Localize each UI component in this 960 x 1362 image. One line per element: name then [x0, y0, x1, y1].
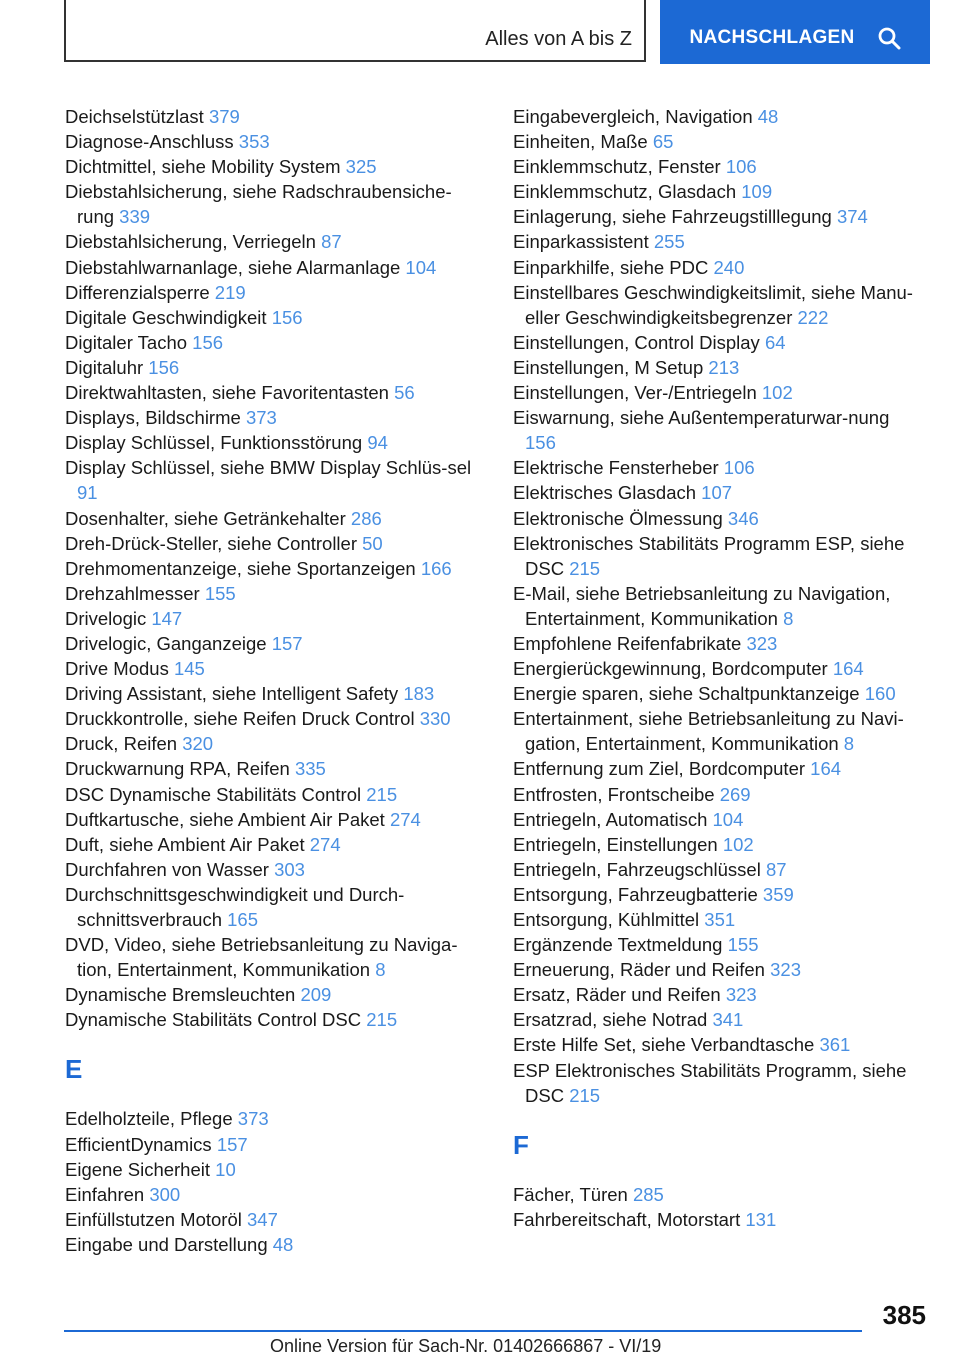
index-page-link[interactable]: 286	[350, 507, 382, 529]
index-entry	[65, 330, 475, 355]
index-entry-term: Einlagerung, siehe Fahrzeugstilllegung	[513, 206, 832, 228]
index-entry-term: Erste Hilfe Set, siehe Verbandtasche	[513, 1034, 815, 1056]
index-page-link[interactable]: 255	[653, 231, 685, 253]
index-page-link[interactable]: 323	[725, 984, 757, 1006]
index-entry-term: Einparkhilfe, siehe PDC	[513, 256, 709, 278]
index-entry	[65, 229, 475, 254]
index-page-link[interactable]: 374	[836, 206, 868, 228]
index-page-link[interactable]: 156	[148, 356, 180, 378]
index-column-left	[65, 104, 475, 1257]
index-entry	[65, 455, 475, 505]
index-entry	[65, 179, 475, 229]
index-entry-term: Edelholzteile, Pflege	[65, 1108, 233, 1130]
index-entry	[513, 656, 923, 681]
index-entry	[65, 857, 475, 882]
index-page-link[interactable]: 102	[722, 833, 754, 855]
index-entry	[65, 380, 475, 405]
index-section-letter: E	[65, 1054, 83, 1085]
index-entry-term: DSC Dynamische Stabilitäts Control	[65, 783, 362, 805]
index-page-link[interactable]: 156	[271, 306, 303, 328]
index-page-link[interactable]: 183	[403, 683, 435, 705]
index-page-link[interactable]: 215	[569, 557, 601, 579]
index-page-link[interactable]: 274	[389, 808, 421, 830]
index-entry-term: Diebstahlwarnanlage, siehe Alarmanlage	[65, 256, 401, 278]
index-entry	[513, 204, 923, 229]
index-entry-term: Diebstahlsicherung, siehe Radschraubensiche-rung	[65, 181, 452, 228]
index-entry-term: Druckkontrolle, siehe Reifen Druck Control	[65, 708, 415, 730]
index-entry	[513, 631, 923, 656]
index-entry	[513, 1032, 923, 1057]
index-entry-term: Entertainment, siehe Betriebsanleitung zu Navi-gation, Entertainment, Kommunikation	[513, 708, 904, 755]
index-page-link[interactable]: 209	[300, 984, 332, 1006]
index-entry	[65, 1157, 475, 1182]
index-page-link[interactable]: 102	[761, 382, 793, 404]
index-entry-term: Drivelogic, Ganganzeige	[65, 632, 267, 654]
index-entry	[513, 782, 923, 807]
index-entry	[513, 706, 923, 756]
index-entry	[65, 556, 475, 581]
index-entry-term: Dynamische Bremsleuchten	[65, 984, 296, 1006]
index-entry-term: Dynamische Stabilitäts Control DSC	[65, 1009, 362, 1031]
index-entry-term: Eiswarnung, siehe Außentemperaturwar-nung	[513, 407, 890, 429]
index-entry-term: Ergänzende Textmeldung	[513, 934, 723, 956]
index-entry-term: Drehmomentanzeige, siehe Sportanzeigen	[65, 557, 416, 579]
section-title-box	[64, 0, 646, 62]
index-page-link[interactable]: 285	[632, 1183, 664, 1205]
index-entry	[65, 280, 475, 305]
index-page-link[interactable]: 65	[652, 131, 674, 153]
index-entry-term: Differenzialsperre	[65, 281, 210, 303]
footer-text: Online Version für Sach-Nr. 01402666867 - VI/19	[270, 1336, 662, 1356]
index-entry	[513, 154, 923, 179]
index-entry-term: Digitaluhr	[65, 356, 144, 378]
index-page-link[interactable]: 145	[173, 658, 205, 680]
index-entry-term: Deichselstützlast	[65, 106, 204, 127]
index-entry-term: Einstellbares Geschwindigkeitslimit, siehe Manu-eller Geschwindigkeitsbegrenzer	[513, 281, 913, 328]
index-entry	[513, 857, 923, 882]
index-entry	[65, 154, 475, 179]
index-entry	[65, 882, 475, 932]
index-column-right	[513, 104, 923, 1232]
index-entry	[65, 305, 475, 330]
index-entry-term: Druckwarnung RPA, Reifen	[65, 758, 290, 780]
index-entry	[65, 932, 475, 982]
index-entry-term: Duftkartusche, siehe Ambient Air Paket	[65, 808, 385, 830]
index-entry	[65, 631, 475, 656]
page-number: 385	[882, 1300, 926, 1330]
index-entry	[65, 104, 475, 129]
index-entry-term: Entriegeln, Automatisch	[513, 808, 708, 830]
index-entry-term: Entriegeln, Fahrzeugschlüssel	[513, 858, 761, 880]
index-entry	[513, 480, 923, 505]
index-page-link[interactable]: 8	[843, 733, 855, 755]
index-page-link[interactable]: 104	[712, 808, 744, 830]
index-entry-term: Einstellungen, M Setup	[513, 356, 704, 378]
index-entry-term: Einstellungen, Ver-/Entriegeln	[513, 382, 757, 404]
index-page-link[interactable]: 50	[362, 532, 383, 554]
index-page-link[interactable]: 104	[405, 256, 437, 278]
index-entry	[65, 782, 475, 807]
index-entry	[65, 1182, 475, 1207]
index-entry-term: Duft, siehe Ambient Air Paket	[65, 833, 305, 855]
index-page-link[interactable]: 8	[375, 959, 386, 981]
index-entry	[513, 179, 923, 204]
index-entry	[65, 129, 475, 154]
index-entry-term: Einfahren	[65, 1183, 145, 1205]
index-entry-term: Eingabevergleich, Navigation	[513, 106, 753, 127]
index-page-link[interactable]: 48	[272, 1233, 294, 1255]
index-page-link[interactable]: 64	[764, 331, 786, 353]
index-entry	[65, 1106, 475, 1131]
index-entry-term: E-Mail, siehe Betriebsanleitung zu Navigation, Entertainment, Kommunikation	[513, 582, 891, 629]
index-entry-term: Entsorgung, Kühlmittel	[513, 909, 700, 930]
section-title: Alles von A bis Z	[485, 28, 632, 50]
index-entry	[513, 355, 923, 380]
index-page-link[interactable]: 109	[741, 181, 773, 203]
index-page-link[interactable]: 94	[367, 432, 388, 454]
index-entry	[513, 832, 923, 857]
index-entry-term: Energierückgewinnung, Bordcomputer	[513, 658, 828, 680]
index-entry-term: Elektrisches Glasdach	[513, 482, 697, 504]
index-entry	[513, 380, 923, 405]
index-entry	[65, 581, 475, 606]
index-page-link[interactable]: 131	[745, 1208, 777, 1230]
index-entry-term: Digitaler Tacho	[65, 331, 188, 353]
index-entry-term: EfficientDynamics	[65, 1133, 212, 1155]
index-entry	[513, 229, 923, 254]
index-entry-term: Elektronisches Stabilitäts Programm ESP, siehe DSC	[513, 532, 905, 579]
index-entry	[65, 1232, 475, 1257]
index-entry	[513, 506, 923, 531]
index-entry	[513, 1058, 923, 1108]
index-entry-term: Energie sparen, siehe Schaltpunktanzeige	[513, 683, 860, 705]
index-entry-term: Dreh-Drück-Steller, siehe Controller	[65, 532, 357, 554]
index-entry	[65, 606, 475, 631]
index-entry	[513, 531, 923, 581]
index-page-link[interactable]: 361	[819, 1034, 851, 1056]
index-entry	[513, 1207, 923, 1232]
index-entry-term: Einklemmschutz, Fenster	[513, 156, 721, 178]
index-page-link[interactable]: 8	[783, 607, 794, 629]
index-entry	[65, 832, 475, 857]
index-page-link[interactable]: 107	[701, 482, 733, 504]
index-page-link[interactable]: 213	[708, 356, 740, 378]
index-entry-term: Druck, Reifen	[65, 733, 178, 755]
index-page-link[interactable]: 147	[151, 607, 183, 629]
index-page-link[interactable]: 91	[77, 482, 98, 504]
index-page-link[interactable]: 106	[725, 156, 757, 178]
index-entry	[65, 706, 475, 731]
index-entry-term: Drivelogic	[65, 607, 147, 629]
index-page-link[interactable]: 106	[723, 457, 755, 479]
index-page-link[interactable]: 323	[746, 632, 778, 654]
index-page-link[interactable]: 164	[832, 658, 864, 680]
index-entry	[513, 104, 923, 129]
index-page-link[interactable]: 155	[727, 934, 759, 956]
index-entry	[513, 280, 923, 330]
index-page-link[interactable]: 351	[704, 909, 736, 930]
index-entry-term: Display Schlüssel, siehe BMW Display Schlüs-sel	[65, 457, 472, 479]
index-entry	[513, 455, 923, 480]
index-entry	[65, 807, 475, 832]
index-entry-term: Einstellungen, Control Display	[513, 331, 760, 353]
index-entry	[513, 907, 923, 932]
index-entry-term: Ersatz, Räder und Reifen	[513, 984, 721, 1006]
index-entry	[513, 882, 923, 907]
index-entry	[65, 1007, 475, 1032]
index-entry-term: Entfernung zum Ziel, Bordcomputer	[513, 758, 806, 780]
index-page-link[interactable]: 222	[797, 306, 829, 328]
index-entry-term: Einfüllstutzen Motoröl	[65, 1208, 242, 1230]
index-entry	[513, 982, 923, 1007]
index-page-link[interactable]: 155	[204, 582, 236, 604]
index-entry	[513, 932, 923, 957]
index-page-link[interactable]: 160	[864, 683, 896, 705]
index-entry	[65, 430, 475, 455]
index-page-link[interactable]: 274	[309, 833, 341, 855]
index-entry	[65, 982, 475, 1007]
index-section-letter: F	[513, 1129, 529, 1160]
index-entry	[513, 957, 923, 982]
index-entry	[65, 656, 475, 681]
index-entry-term: Eigene Sicherheit	[65, 1158, 211, 1180]
index-entry-term: Durchschnittsgeschwindigkeit und Durch-schnittsverbrauch	[65, 883, 405, 930]
index-entry-term: Diagnose-Anschluss	[65, 131, 234, 153]
index-page-link[interactable]: 87	[321, 231, 342, 253]
nachschlagen-label: NACHSCHLAGEN	[689, 27, 855, 48]
index-entry-term: Empfohlene Reifenfabrikate	[513, 632, 742, 654]
index-page-link[interactable]: 353	[238, 131, 270, 153]
index-entry	[65, 531, 475, 556]
index-entry-term: Einparkassistent	[513, 231, 649, 253]
index-entry-term: Erneuerung, Räder und Reifen	[513, 959, 765, 981]
index-page-link[interactable]: 300	[149, 1183, 181, 1205]
index-entry	[65, 681, 475, 706]
index-entry-term: Entsorgung, Fahrzeugbatterie	[513, 883, 758, 905]
index-entry	[513, 756, 923, 781]
index-page-link[interactable]: 87	[765, 858, 787, 880]
page-header	[0, 0, 960, 66]
index-entry	[513, 807, 923, 832]
index-entry	[513, 330, 923, 355]
index-page-link[interactable]: 346	[727, 507, 759, 529]
index-page-link[interactable]: 341	[712, 1009, 744, 1031]
index-page-link[interactable]: 219	[214, 281, 246, 303]
footer-divider	[64, 1330, 862, 1332]
index-entry	[65, 255, 475, 280]
index-entry	[65, 731, 475, 756]
index-entry-term: Driving Assistant, siehe Intelligent Safety	[65, 683, 399, 705]
index-entry-term: Display Schlüssel, Funktionsstörung	[65, 432, 363, 454]
index-entry	[65, 405, 475, 430]
index-entry-term: Direktwahltasten, siehe Favoritentasten	[65, 382, 389, 404]
index-page-link[interactable]: 164	[810, 758, 842, 780]
index-entry-term: Durchfahren von Wasser	[65, 858, 269, 880]
index-page-link[interactable]: 359	[762, 883, 794, 905]
index-entry	[513, 255, 923, 280]
index-page-link[interactable]: 56	[394, 382, 415, 404]
nachschlagen-button[interactable]	[660, 0, 930, 64]
index-entry	[65, 756, 475, 781]
index-entry-term: Entfrosten, Frontscheibe	[513, 783, 715, 805]
index-page-link[interactable]: 10	[215, 1158, 236, 1180]
index-entry-term: Ersatzrad, siehe Notrad	[513, 1009, 708, 1031]
index-entry	[65, 355, 475, 380]
index-page-link[interactable]: 339	[119, 206, 151, 228]
index-page-link[interactable]: 335	[294, 758, 326, 780]
index-entry-term: Drive Modus	[65, 658, 169, 680]
index-entry	[513, 1182, 923, 1207]
search-icon	[877, 26, 901, 50]
index-entry-term: Drehzahlmesser	[65, 582, 200, 604]
index-page-link[interactable]: 347	[247, 1208, 278, 1230]
index-page-link[interactable]: 325	[345, 156, 377, 178]
index-entry-term: Einklemmschutz, Glasdach	[513, 181, 737, 203]
index-page-link[interactable]: 215	[366, 1009, 398, 1031]
index-entry-term: Fahrbereitschaft, Motorstart	[513, 1208, 741, 1230]
index-page-link[interactable]: 320	[182, 733, 214, 755]
index-page-link[interactable]: 215	[366, 783, 398, 805]
index-entry	[513, 129, 923, 154]
index-entry	[513, 405, 923, 455]
index-entry	[513, 681, 923, 706]
index-page-link[interactable]: 215	[569, 1084, 601, 1106]
index-page-link[interactable]: 330	[419, 708, 451, 730]
index-entry-term: Dosenhalter, siehe Getränkehalter	[65, 507, 346, 529]
index-page-link[interactable]: 303	[274, 858, 305, 880]
index-entry	[513, 581, 923, 631]
index-entry-term: DVD, Video, siehe Betriebsanleitung zu Naviga-tion, Entertainment, Kommunikation	[65, 934, 458, 981]
index-page-link[interactable]: 379	[208, 106, 240, 127]
index-entry	[65, 1132, 475, 1157]
index-entry	[513, 1007, 923, 1032]
index-entry-term: Dichtmittel, siehe Mobility System	[65, 156, 341, 178]
index-page-link[interactable]: 48	[757, 106, 779, 127]
index-page-link[interactable]: 156	[192, 331, 224, 353]
index-page-link[interactable]: 373	[237, 1108, 269, 1130]
index-page-link[interactable]: 323	[770, 959, 801, 981]
index-page-link[interactable]: 157	[271, 632, 303, 654]
index-page-link[interactable]: 165	[227, 909, 258, 930]
index-entry	[65, 1207, 475, 1232]
index-page-link[interactable]: 269	[719, 783, 751, 805]
index-page-link[interactable]: 156	[525, 432, 556, 454]
index-entry-term: Elektronische Ölmessung	[513, 507, 723, 529]
index-entry-term: ESP Elektronisches Stabilitäts Programm, siehe DSC	[513, 1059, 907, 1106]
index-entry-term: Fächer, Türen	[513, 1183, 628, 1205]
index-entry-term: Displays, Bildschirme	[65, 407, 241, 429]
index-page-link[interactable]: 240	[713, 256, 745, 278]
index-entry-term: Diebstahlsicherung, Verriegeln	[65, 231, 316, 253]
index-entry-term: Elektrische Fensterheber	[513, 457, 719, 479]
index-entry-term: Entriegeln, Einstellungen	[513, 833, 718, 855]
index-entry-term: Einheiten, Maße	[513, 131, 648, 153]
index-page-link[interactable]: 166	[420, 557, 452, 579]
index-entry	[65, 506, 475, 531]
index-entry-term: Digitale Geschwindigkeit	[65, 306, 267, 328]
index-entry-term: Eingabe und Darstellung	[65, 1233, 268, 1255]
index-page-link[interactable]: 373	[245, 407, 277, 429]
index-page-link[interactable]: 157	[216, 1133, 248, 1155]
